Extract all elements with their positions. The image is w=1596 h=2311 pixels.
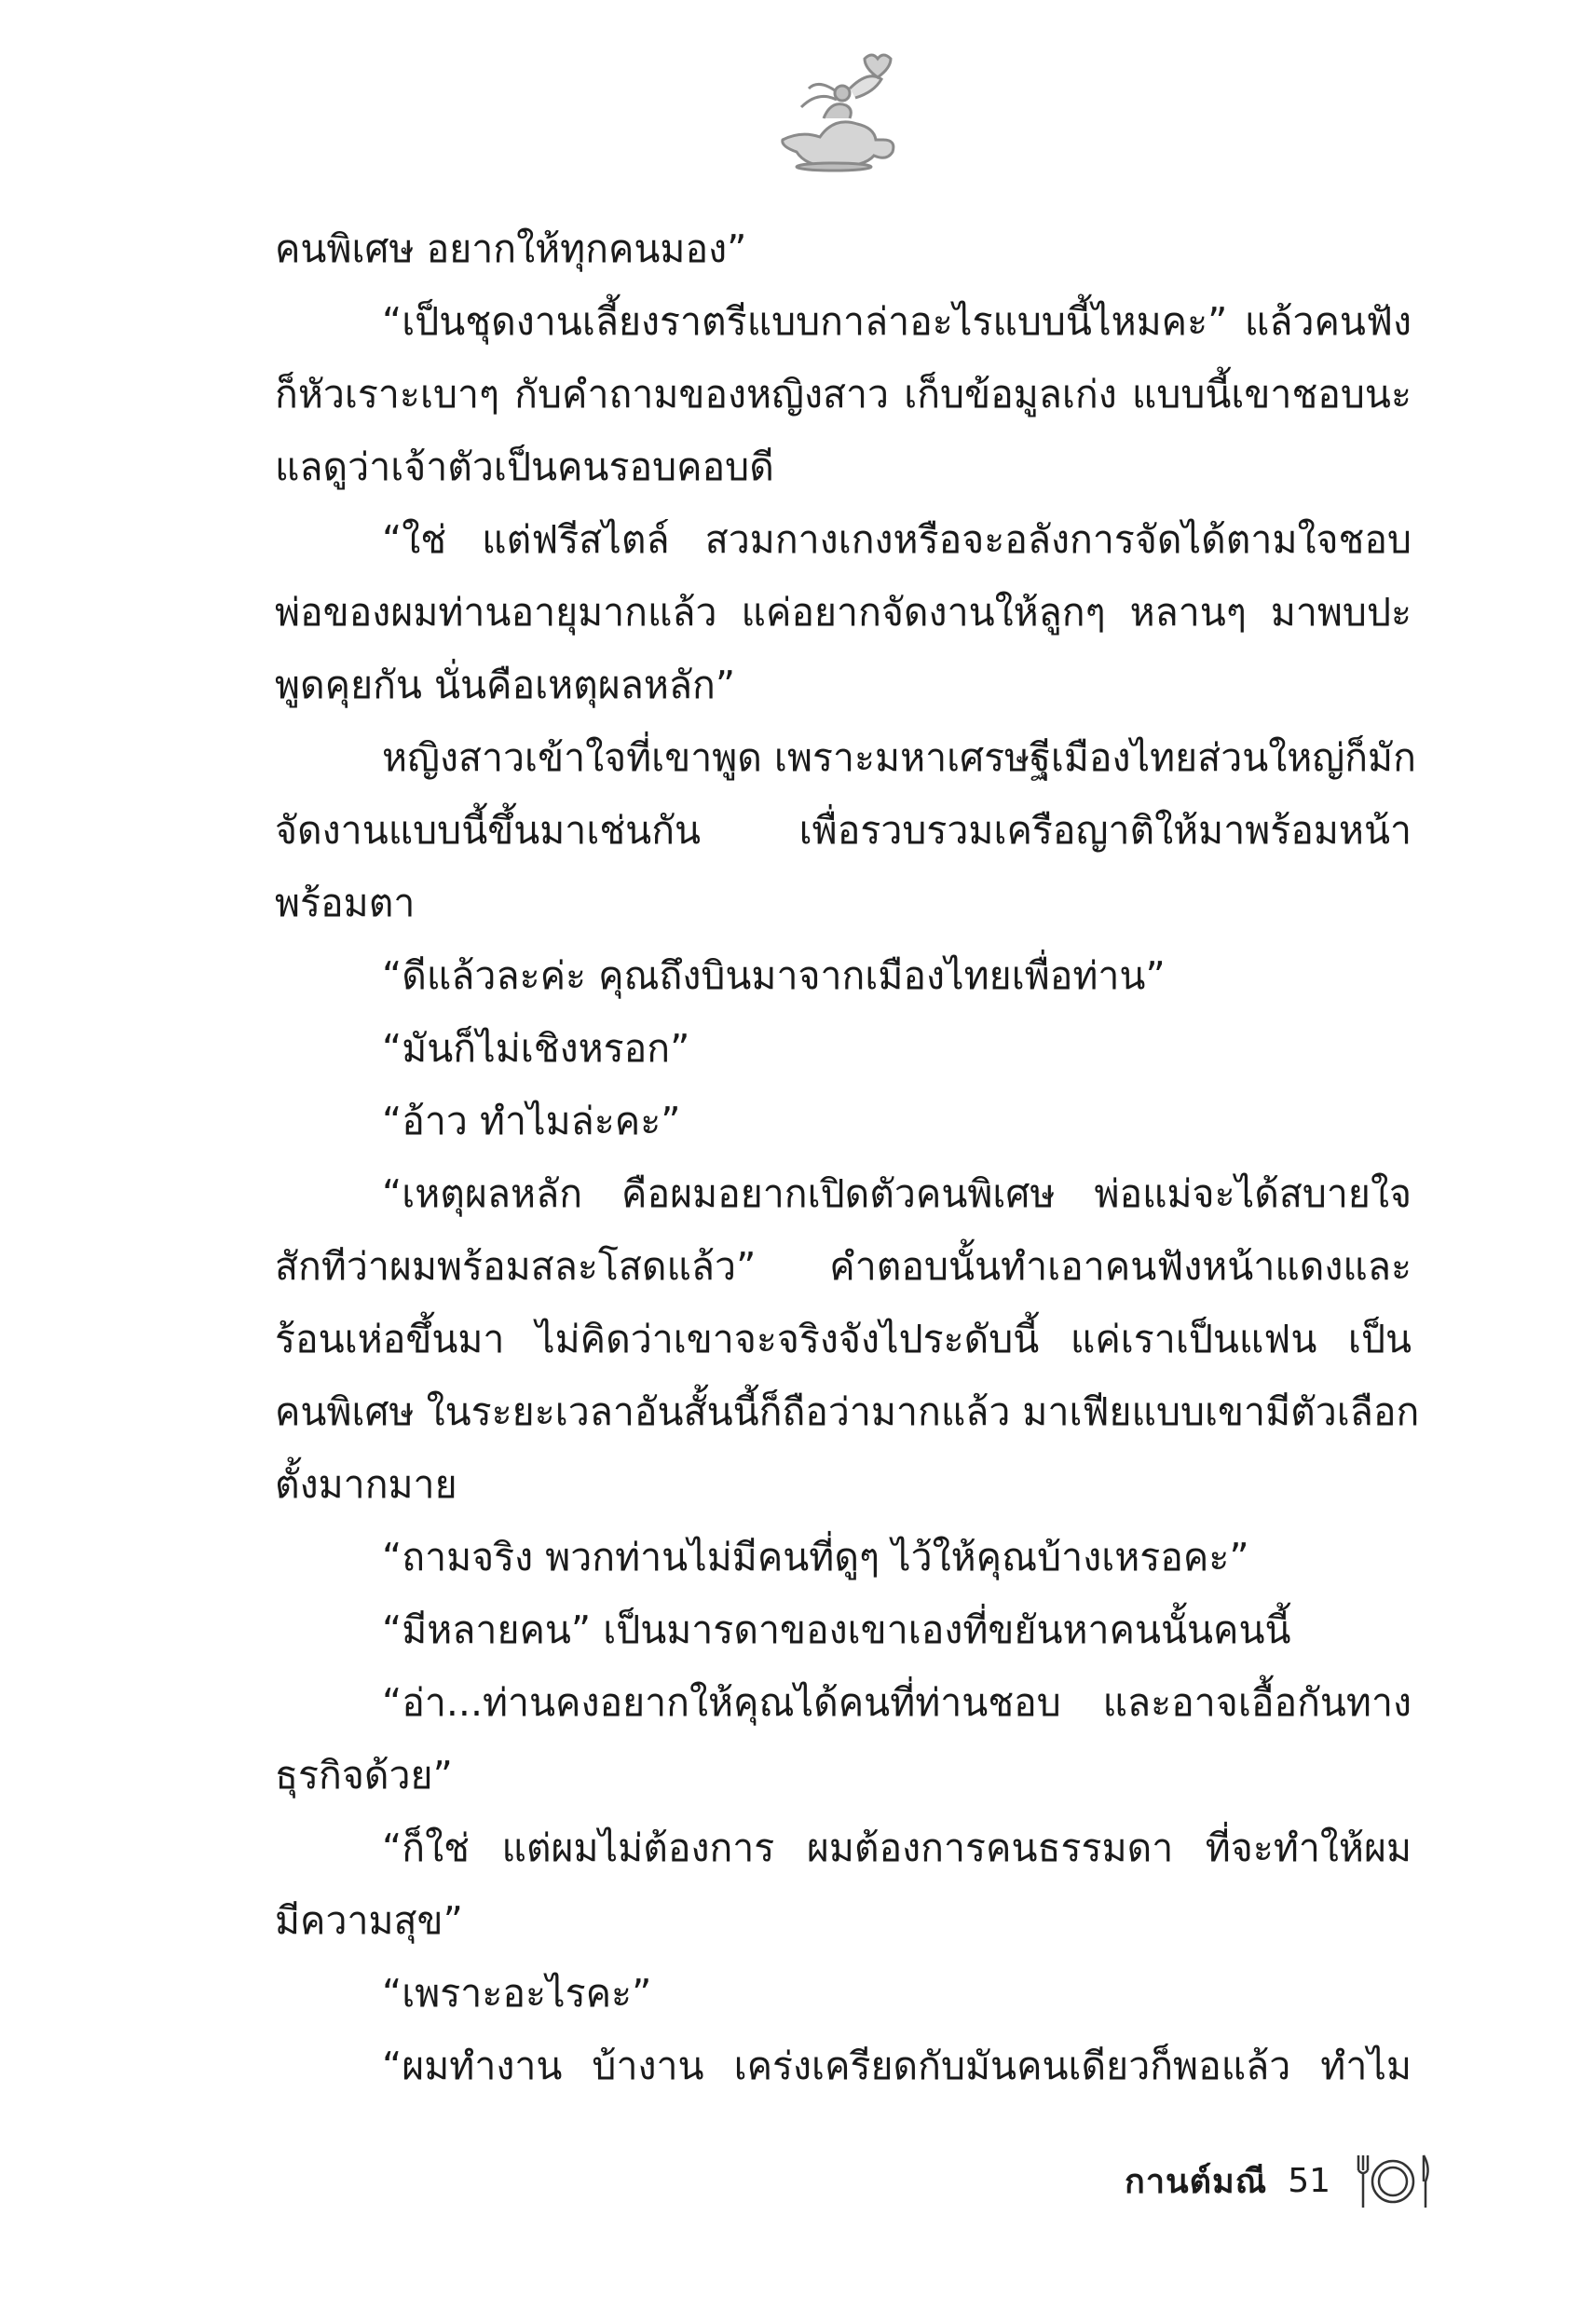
text-line: มีความสุข” <box>275 1898 463 1943</box>
text-line: พร้อมตา <box>275 881 416 925</box>
text-line: “มีหลายคน” เป็นมารดาของเขาเองที่ขยันหาคนนั้นคนนี้ <box>382 1607 1291 1652</box>
page-number: 51 <box>1288 2161 1330 2200</box>
text-line: หญิงสาวเข้าใจที่เขาพูด เพราะมหาเศรษฐีเมืองไทยส่วนใหญ่ก็มัก <box>382 735 1416 780</box>
text-line: พ่อของผมท่านอายุมากแล้ว แค่อยากจัดงานให้ลูกๆ หลานๆ มาพบปะ <box>275 590 1412 635</box>
book-title: กานต์มณี <box>1125 2162 1268 2201</box>
text-line: คนพิเศษ ในระยะเวลาอันสั้นนี้ก็ถือว่ามากแล้ว มาเฟียแบบเขามีตัวเลือก <box>275 1389 1420 1434</box>
text-line: “เพราะอะไรคะ” <box>382 1971 652 2016</box>
text-line: พูดคุยกัน นั่นคือเหตุผลหลัก” <box>275 663 736 707</box>
chapter-body-text <box>275 212 1420 2102</box>
text-line: จัดงานแบบนี้ขึ้นมาเช่นกัน เพื่อรวบรวมเครือญาติให้มาพร้อมหน้า <box>275 808 1412 853</box>
text-line: “ก็ใช่ แต่ผมไม่ต้องการ ผมต้องการคนธรรมดา ที่จะทำให้ผม <box>382 1826 1412 1870</box>
text-line: “อ่า...ท่านคงอยากให้คุณได้คนที่ท่านชอบ และอาจเอื้อกันทาง <box>382 1680 1412 1725</box>
text-line: สักทีว่าผมพร้อมสละโสดแล้ว” คำตอบนั้นทำเอาคนฟังหน้าแดงและ <box>275 1244 1412 1289</box>
text-line: “ผมทำงาน บ้างาน เคร่งเครียดกับมันคนเดียวก็พอแล้ว ทำไม <box>382 2044 1412 2088</box>
text-line: ธุรกิจด้วย” <box>275 1753 453 1798</box>
text-line: “อ้าว ทำไมล่ะคะ” <box>382 1099 681 1143</box>
text-line: ก็หัวเราะเบาๆ กับคำถามของหญิงสาว เก็บข้อมูลเก่ง แบบนี้เขาชอบนะ <box>275 372 1412 417</box>
teapot-cupid-ornament-icon <box>764 51 904 172</box>
text-line: “ถามจริง พวกท่านไม่มีคนที่ดูๆ ไว้ให้คุณบ้างเหรอคะ” <box>382 1535 1249 1579</box>
text-line: “เป็นชุดงานเลี้ยงราตรีแบบกาล่าอะไรแบบนี้ไหมคะ” แล้วคนฟัง <box>382 299 1412 344</box>
text-line: ตั้งมากมาย <box>275 1462 457 1507</box>
text-line: คนพิเศษ อยากให้ทุกคนมอง” <box>275 226 747 271</box>
text-line: “ใช่ แต่ฟรีสไตล์ สวมกางเกงหรือจะอลังการจัดได้ตามใจชอบ <box>382 517 1412 562</box>
page-footer <box>1081 2143 1435 2218</box>
text-line: แลดูว่าเจ้าตัวเป็นคนรอบคอบดี <box>275 444 774 489</box>
text-line: “มันก็ไม่เชิงหรอก” <box>382 1026 690 1071</box>
plate-fork-knife-icon <box>1351 2148 1435 2213</box>
text-line: “เหตุผลหลัก คือผมอยากเปิดตัวคนพิเศษ พ่อแม่จะได้สบายใจ <box>382 1171 1412 1216</box>
text-line: “ดีแล้วละค่ะ คุณถึงบินมาจากเมืองไทยเพื่อท่าน” <box>382 953 1166 998</box>
text-line: ร้อนเห่อขึ้นมา ไม่คิดว่าเขาจะจริงจังไประดับนี้ แค่เราเป็นแฟน เป็น <box>275 1317 1412 1361</box>
